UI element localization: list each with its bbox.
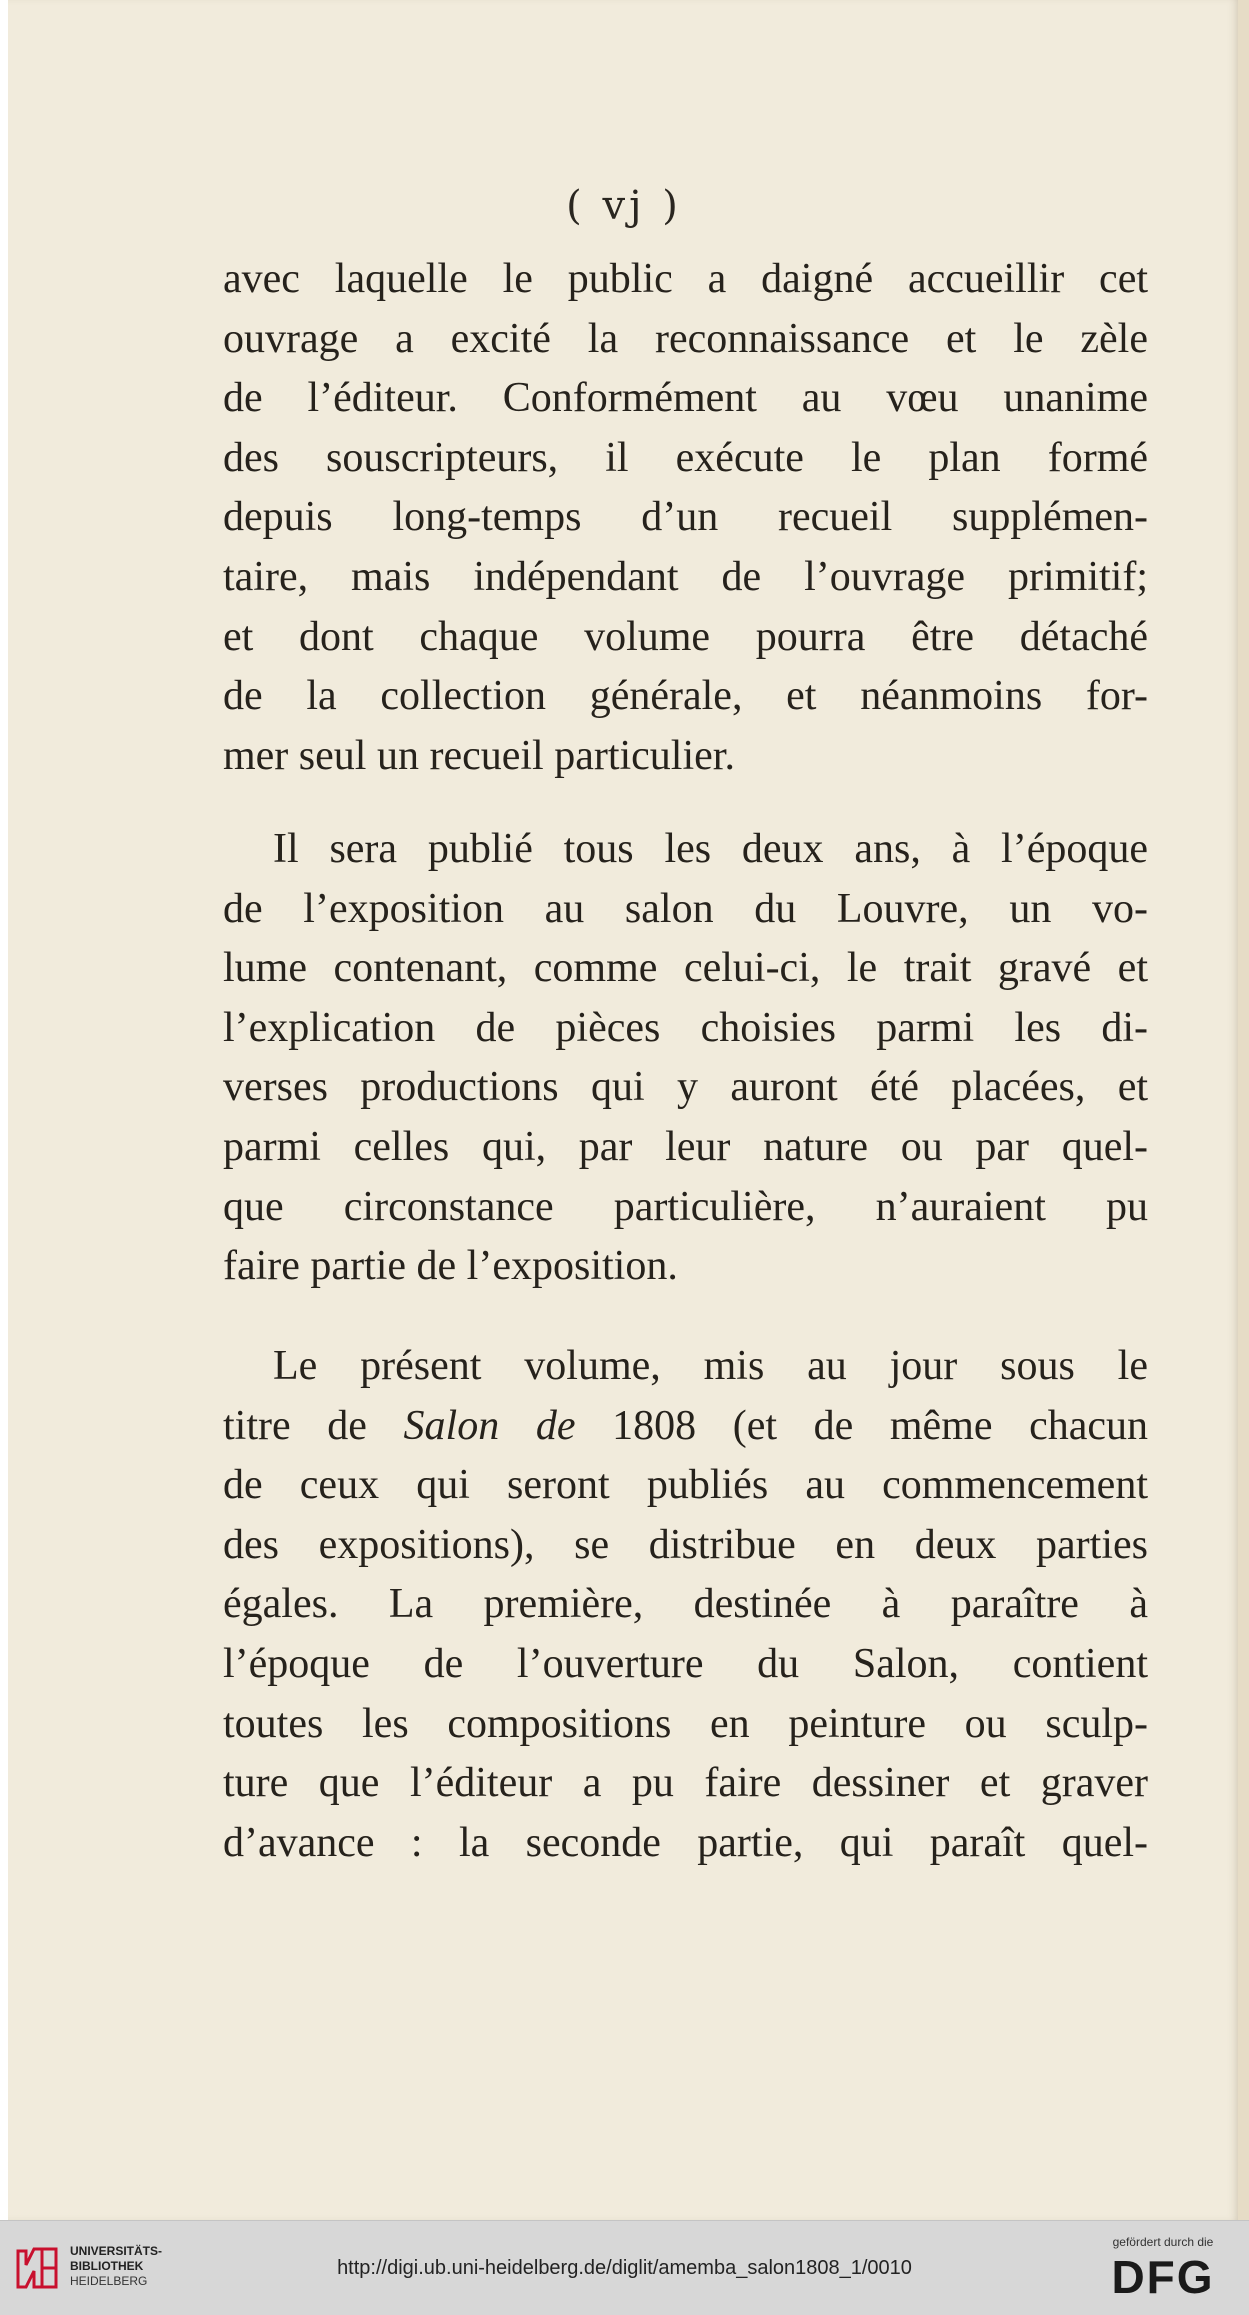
library-name-line: BIBLIOTHEK (70, 2259, 144, 2273)
text-line: de la collection générale, et néanmoins for- (223, 673, 1148, 720)
text-line: d’avance : la seconde partie, qui paraît quel- (223, 1819, 1148, 1866)
text-line: verses productions qui y auront été placées, et (223, 1064, 1148, 1111)
text-line: que circonstance particulière, n’auraient pu (223, 1183, 1148, 1230)
text-fragment: titre de (223, 1402, 367, 1449)
page-number: ( vj ) (566, 183, 682, 229)
text-line: l’explication de pièces choisies parmi les di- (223, 1004, 1148, 1051)
text-line: de ceux qui seront publiés au commencement (223, 1462, 1148, 1509)
text-line: Il sera publié tous les deux ans, à l’époque (273, 826, 1148, 872)
text-line: lume contenant, comme celui-ci, le trait gravé et (223, 945, 1148, 992)
text-line: ture que l’éditeur a pu faire dessiner et graver (223, 1760, 1148, 1807)
paragraph-1 (223, 250, 1148, 786)
scanned-page (8, 0, 1240, 2220)
text-line: taire, mais indépendant de l’ouvrage primitif; (223, 553, 1148, 600)
sponsor-label: gefördert durch die (1112, 2235, 1214, 2249)
text-line: depuis long-temps d’un recueil supplémen- (223, 494, 1148, 541)
text-line: égales. La première, destinée à paraître à (223, 1581, 1148, 1628)
dfg-logo: DFG (1111, 2251, 1215, 2303)
library-name-line: HEIDELBERG (70, 2274, 148, 2288)
paragraph-3 (223, 1337, 1148, 1873)
text-line: de l’exposition au salon du Louvre, un vo- (223, 885, 1148, 932)
italic-title: Salon de (403, 1402, 576, 1449)
viewer-footer (0, 2220, 1249, 2315)
text-line: et dont chaque volume pourra être détaché (223, 613, 1148, 660)
text-line: l’époque de l’ouverture du Salon, contient (223, 1640, 1148, 1687)
text-fragment: 1808 (et de même chacun (612, 1402, 1149, 1449)
text-line: ouvrage a excité la reconnaissance et le zèle (223, 315, 1148, 362)
text-line: faire partie de l’exposition. (223, 1243, 678, 1290)
text-line: Le présent volume, mis au jour sous le (273, 1343, 1148, 1389)
text-line: des expositions), se distribue en deux parties (223, 1521, 1148, 1568)
sponsor-block[interactable] (1093, 2235, 1233, 2301)
paragraph-2 (223, 820, 1148, 1297)
text-line: de l’éditeur. Conformément au vœu unanime (223, 375, 1148, 422)
text-line: des souscripteurs, il exécute le plan formé (223, 434, 1148, 481)
page-edge (1238, 0, 1249, 2220)
text-line (223, 1397, 1148, 1457)
text-line: mer seul un recueil particulier. (223, 732, 735, 779)
permalink-url[interactable]: http://digi.ub.uni-heidelberg.de/diglit/amemba_salon1808_1/0010 (337, 2257, 912, 2279)
text-line: avec laquelle le public a daigné accueillir cet (223, 256, 1148, 302)
library-name-line: UNIVERSITÄTS- (70, 2244, 163, 2258)
text-line: parmi celles qui, par leur nature ou par quel- (223, 1123, 1148, 1170)
text-line: toutes les compositions en peinture ou sculp- (223, 1700, 1148, 1747)
